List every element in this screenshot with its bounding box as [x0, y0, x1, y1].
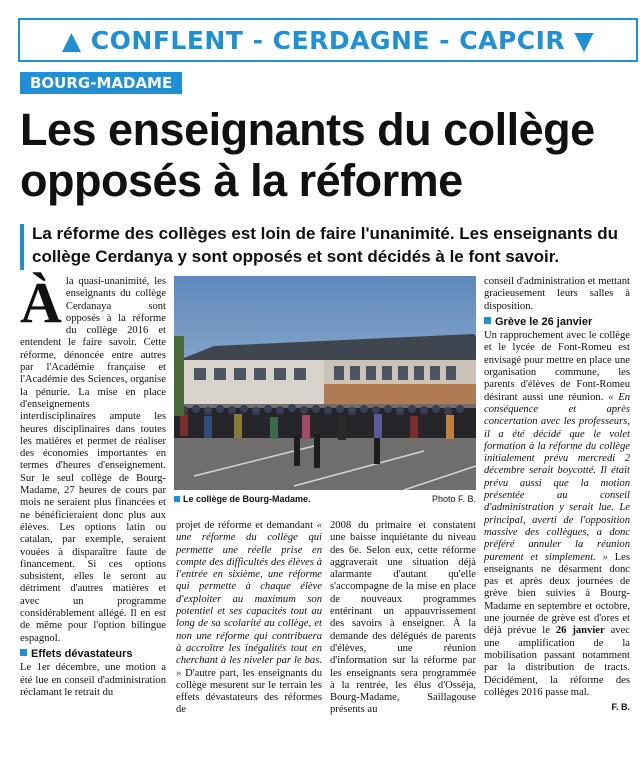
column-4-paragraph-2	[484, 330, 630, 699]
subhead-effets	[20, 648, 166, 660]
location-rubric: BOURG-MADAME	[20, 72, 182, 94]
column-4-paragraph-1: conseil d'administration et mettant gracieusement leurs salles à disposition.	[484, 276, 630, 312]
column-2-paragraph	[176, 520, 322, 717]
column-2-quote: « une réforme du collège qui permette une réelle prise en compte des difficultés des élèves à l'entrée en sixième, une réforme qui permette à chaque élève d'exploiter au maximum son potentiel et ses capacités tout au long de sa scolarité au collège, et non une réforme qui contribuera à accroître les inégalités tout en cherchant à les niveler par le bas. »	[176, 520, 322, 679]
article-column-1	[20, 270, 166, 699]
column-2-text-2: D'autre part, les enseignants du collège mesurent sur le terrain les effets dévastateurs des réformes de	[176, 667, 322, 716]
column-1-paragraph-2: Le 1er décembre, une motion a été lue en conseil d'administration réclamant le retrait du	[20, 662, 166, 698]
section-banner	[18, 18, 638, 62]
photo-caption-text: Le collège de Bourg-Madame.	[183, 494, 311, 504]
square-bullet-icon	[174, 496, 180, 502]
column-4-text-1: Un rapprochement avec le collège et le lycée de Font-Romeu est envisagé pour mettre en place une organisation commune, les parents d'élèves de Font-Romeu désirant aussi une réunion.	[484, 330, 630, 403]
subhead-greve	[484, 316, 630, 328]
square-bullet-icon	[20, 649, 27, 656]
column-4-quote: « En conséquence et après concertation avec les professeurs, il a été décidé que le volet formation à la réforme du collège initialement prévu mercredi 2 décembre serait boycotté. Il était prévu aussi que la motion présentée au conseil d'administration y serait lue. Le principal, averti de l'opposition massive des collègues, a donc préféré annuler la réunion purement et simplement. »	[484, 391, 631, 563]
column-1-paragraph: la quasi-unanimité, les enseignants du collège Cerdanaya sont opposés à la réforme du collège 2016 et entendent le faire savoir. Cette réforme, dénoncée entre autres par l'Académie française et l'Académie des Sciences, organise la pénurie. La mise en place d'enseignements interdisciplinaires ampute les heures disciplinaires dans toutes les matières et permet de réaliser des économies importantes en termes d'heures d'enseignement. Sur le seul collège de Bourg-Madame, 27 heures de cours par mois ne seraient plus financées et ne bénéficieraient donc plus aux élèves. Les options latin ou catalan, par exemple, seraient vouées à disparaître faute de financement. Si ces options subsistent, elles le seront au détriment d'autres matières et avec un programme considérablement allégé. Il en est de même pour l'option bilingue espagnol.	[20, 276, 166, 644]
author-signature: F. B.	[611, 702, 630, 713]
subhead-effets-text: Effets dévastateurs	[31, 647, 133, 660]
column-3-paragraph: 2008 du primaire et constatent une baisse inquiétante du niveau des 6e. Selon eux, cette réforme aggraverait une situation déjà alarmante d'autant qu'elle s'accompagne de la mise en place de nouveaux programmes entérinant un appauvrissement des savoirs à enseigner. À la demande des délégués de parents d'élèves, une réunion d'information sur la réforme par les enseignants sera programmée à la rentrée, les élus d'Osséja, Bourg-Madame, Saillagouse présents au	[330, 520, 476, 716]
article-column-4	[484, 276, 630, 713]
article-column-3	[330, 520, 476, 717]
column-4-text-2: Les enseignants ne désarment donc pas et après deux journées de grève bien suivies à Bourg-Madame en septembre et octobre, une journée de grève est d'ores et déjà prévue le	[484, 551, 630, 637]
subhead-greve-text: Grève le 26 janvier	[495, 315, 593, 328]
article-lead: La réforme des collèges est loin de faire l'unanimité. Les enseignants du collège Cerdanya y sont opposés et sont décidés à le font savoir.	[32, 224, 618, 266]
chapo-accent-bar	[20, 224, 24, 270]
drop-cap: À	[20, 270, 62, 335]
school-courtyard-illustration	[174, 276, 476, 490]
article-headline: Les enseignants du collège opposés à la réforme	[20, 104, 595, 206]
section-banner-text: ▲ CONFLENT - CERDAGNE - CAPCIR ▼	[61, 25, 595, 55]
column-4-date: 26 janvier	[555, 625, 605, 637]
photo-credit: Photo F. B.	[431, 494, 476, 504]
photo-caption	[174, 494, 476, 504]
article-column-2	[176, 520, 322, 717]
square-bullet-icon	[484, 317, 491, 324]
article-photo	[174, 276, 476, 490]
column-4-text-3: avec une amplification de la mobilisation passant notamment par la distribution de tracts. Décidément, la réforme des collèges 2016 passe mal.	[484, 625, 630, 698]
column-2-text-1: projet de réforme et demandant	[176, 520, 317, 531]
